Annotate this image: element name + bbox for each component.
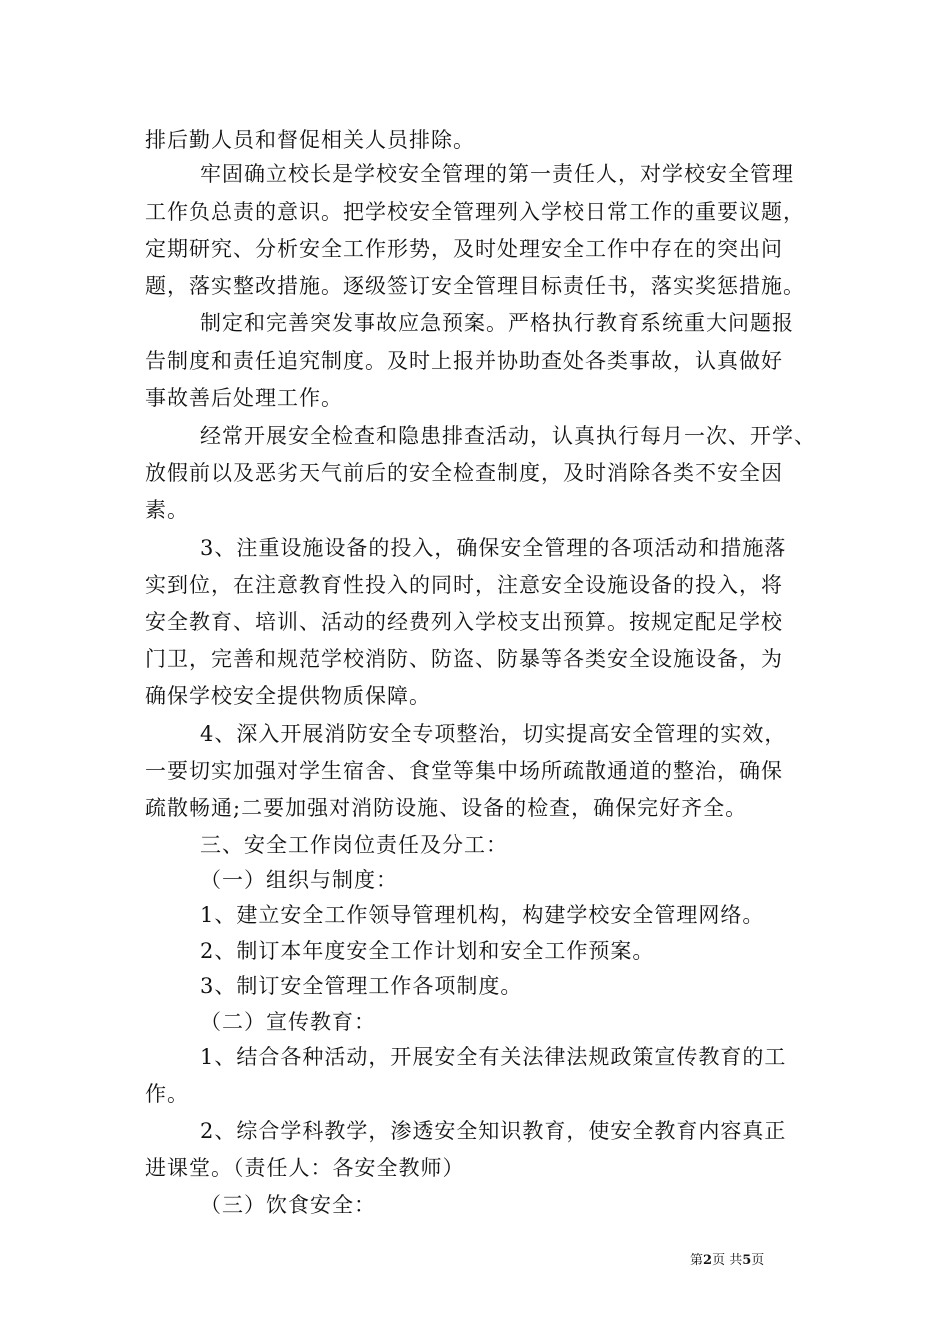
- footer-middle: 页 共: [712, 1253, 743, 1268]
- body-line: 门卫，完善和规范学校消防、防盗、防暴等各类安全设施设备，为: [145, 647, 783, 671]
- body-line: 经常开展安全检查和隐患排查活动，认真执行每月一次、开学、: [200, 424, 816, 448]
- body-line: 制定和完善突发事故应急预案。严格执行教育系统重大问题报: [200, 311, 794, 335]
- subsection-heading: （三）饮食安全：: [200, 1193, 376, 1217]
- subsection-heading: （二）宣传教育：: [200, 1010, 376, 1034]
- body-line: 工作负总责的意识。把学校安全管理列入学校日常工作的重要议题，: [145, 200, 805, 224]
- footer-suffix: 页: [751, 1253, 765, 1268]
- list-item: 2、综合学科教学，渗透安全知识教育，使安全教育内容真正: [200, 1119, 787, 1143]
- body-line: 牢固确立校长是学校安全管理的第一责任人，对学校安全管理: [200, 162, 794, 186]
- list-item: 1、建立安全工作领导管理机构，构建学校安全管理网络。: [200, 903, 765, 927]
- list-item: 2、制订本年度安全工作计划和安全工作预案。: [200, 939, 655, 963]
- page-total: 5: [742, 1253, 752, 1268]
- body-line: 安全教育、培训、活动的经费列入学校支出预算。按规定配足学校: [145, 610, 783, 634]
- body-line: 排后勤人员和督促相关人员排除。: [145, 128, 475, 152]
- body-line: 放假前以及恶劣天气前后的安全检查制度，及时消除各类不安全因: [145, 461, 783, 485]
- page-number: 2: [703, 1253, 713, 1268]
- body-line: 告制度和责任追究制度。及时上报并协助查处各类事故，认真做好: [145, 349, 783, 373]
- body-line: 作。: [145, 1082, 189, 1106]
- body-line: 实到位，在注意教育性投入的同时，注意安全设施设备的投入，将: [145, 573, 783, 597]
- footer-prefix: 第: [690, 1253, 704, 1268]
- body-line: 疏散畅通;二要加强对消防设施、设备的检查，确保完好齐全。: [145, 796, 748, 820]
- body-line: 4、深入开展消防安全专项整治，切实提高安全管理的实效，: [200, 722, 787, 746]
- body-line: 3、注重设施设备的投入，确保安全管理的各项活动和措施落: [200, 536, 787, 560]
- page-footer: [690, 1253, 764, 1269]
- body-line: 一要切实加强对学生宿舍、食堂等集中场所疏散通道的整治，确保: [145, 759, 783, 783]
- body-line: 题，落实整改措施。逐级签订安全管理目标责任书，落实奖惩措施。: [145, 274, 805, 298]
- body-line: 进课堂。（责任人：各安全教师）: [145, 1156, 465, 1180]
- section-heading: 三、安全工作岗位责任及分工：: [200, 833, 508, 857]
- list-item: 1、结合各种活动，开展安全有关法律法规政策宣传教育的工: [200, 1045, 787, 1069]
- list-item: 3、制订安全管理工作各项制度。: [200, 974, 523, 998]
- body-line: 素。: [145, 498, 189, 522]
- body-line: 确保学校安全提供物质保障。: [145, 684, 431, 708]
- body-line: 事故善后处理工作。: [145, 386, 343, 410]
- body-line: 定期研究、分析安全工作形势，及时处理安全工作中存在的突出问: [145, 237, 783, 261]
- subsection-heading: （一）组织与制度：: [200, 868, 398, 892]
